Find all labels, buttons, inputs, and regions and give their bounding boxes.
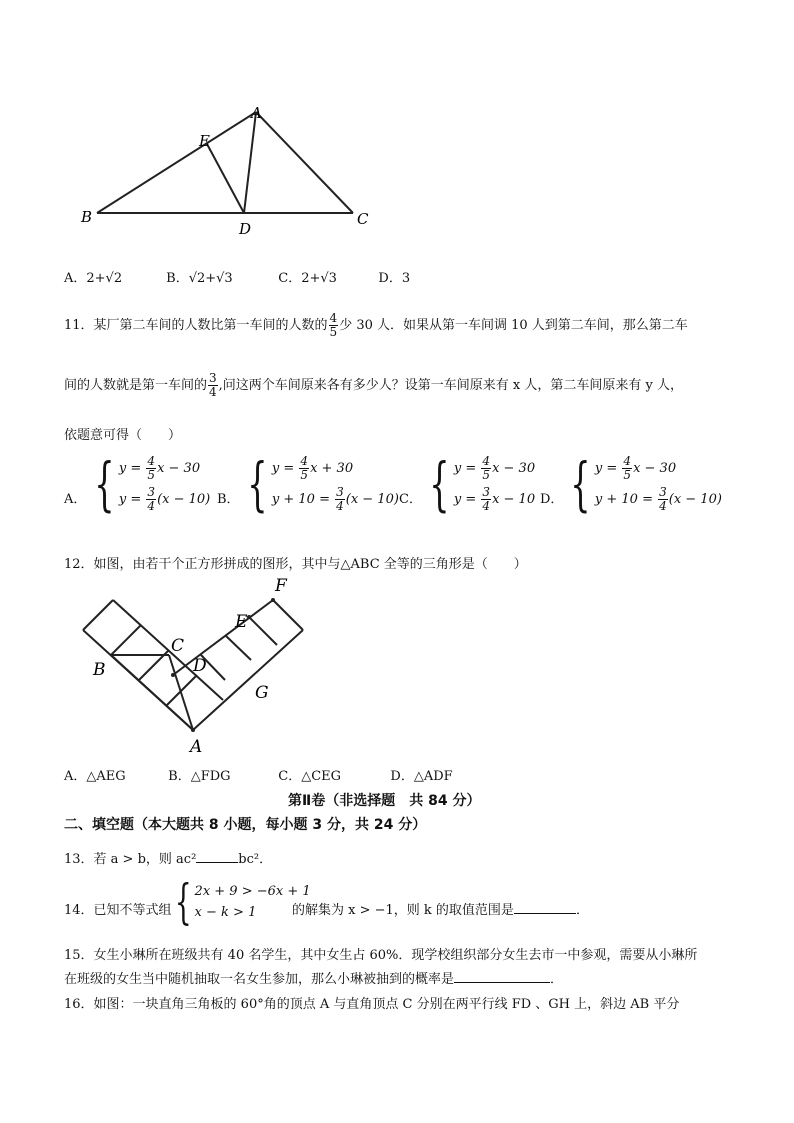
q12-option-a: A．△AEG [64, 769, 126, 784]
q15-end: ． [550, 972, 564, 987]
q14-suffix [292, 899, 589, 918]
q12-option-b: B．△FDG [168, 769, 231, 784]
q11-option-b-system: { y = $\frac{4}{5}$ x + 30 y + 10 = $\frac{3}{4}$ (x − 10) [247, 450, 399, 518]
q13-suffix: bc²． [238, 852, 273, 867]
section2-heading: 二、填空题（本大题共 8 小题，每小题 3 分，共 24 分） [64, 817, 427, 833]
q14-system: { 2x + 9 > −6x + 1 x − k > 1 [174, 874, 311, 930]
label-F: F [275, 576, 287, 596]
q12-question: 12．如图，由若干个正方形拼成的图形，其中与△ABC 全等的三角形是（ ） [64, 557, 527, 572]
q11-option-a-label: A． [64, 492, 87, 507]
label-B: B [81, 208, 93, 226]
q11-text-b: 少 30 人．如果从第一车间调 10 人到第二车间，那么第二车 [339, 318, 688, 333]
q11-option-b-label: B． [217, 492, 240, 507]
q16-line1: 16．如图：一块直角三角板的 60°角的顶点 A 与直角顶点 C 分别在两平行线 FD 、GH 上，斜边 AB 平分 [64, 997, 680, 1012]
q11-option-c-label: C． [399, 492, 422, 507]
q13 [64, 848, 272, 867]
label-D: D [239, 220, 252, 238]
q11-fraction-4-5: $\frac{4}{5}$ [329, 311, 338, 339]
label-A: A [251, 104, 262, 122]
q13-answer-blank[interactable] [196, 850, 238, 863]
q15-line1: 15．女生小琳所在班级共有 40 名学生，其中女生占 60%．现学校组织部分女生去市一中参观，需要从小琳所 [64, 948, 698, 963]
q11-line1 [64, 312, 688, 339]
q14-end: ． [575, 903, 589, 918]
label-C: C [171, 636, 185, 656]
q15-answer-blank[interactable] [454, 970, 550, 983]
q13-text: 13．若 a > b，则 ac² [64, 852, 197, 867]
q12-option-c: C．△CEG [278, 769, 342, 784]
q11-option-a-system: { y = $\frac{4}{5}$ x − 30 y = $\frac{3}{4}$ (x − 10) [94, 450, 211, 518]
q11-text-c: 间的人数就是第一车间的 [64, 378, 208, 393]
q12-option-d: D．△ADF [390, 769, 453, 784]
q14-suffix-text: 的解集为 x > −1，则 k 的取值范围是 [292, 903, 514, 918]
part2-title: 第Ⅱ卷（非选择题 共 84 分） [288, 793, 481, 809]
triangle-figure-q10 [75, 100, 375, 240]
q11-option-d-system: { y = $\frac{4}{5}$ x − 30 y + 10 = $\frac{3}{4}$ (x − 10) [570, 450, 722, 518]
q11-fraction-3-4: $\frac{3}{4}$ [209, 371, 217, 399]
q10-option-d: D．3 [378, 271, 411, 286]
q14-eq1: 2x + 9 > −6x + 1 [194, 884, 311, 899]
label-B: B [93, 660, 106, 680]
q10-options [64, 267, 410, 286]
label-C: C [357, 210, 369, 228]
q10-option-c: C．2+√3 [278, 271, 337, 286]
q11-line3: 依题意可得（ ） [64, 428, 182, 443]
q11-text-a: 11．某厂第二车间的人数比第一车间的人数的 [64, 318, 328, 333]
label-E: E [235, 612, 248, 632]
q14-eq2: x − k > 1 [194, 905, 257, 920]
q11-option-d-label: D． [540, 492, 564, 507]
q15-line2-text: 在班级的女生当中随机抽取一名女生参加，那么小琳被抽到的概率是 [64, 972, 455, 987]
q11-option-c-system: { y = $\frac{4}{5}$ x − 30 y = $\frac{3}{4}$ x − 10 [429, 450, 536, 518]
q10-option-a: A．2+√2 [64, 271, 123, 286]
label-A: A [190, 737, 203, 757]
label-G: G [255, 683, 269, 703]
squares-figure-q12 [75, 575, 315, 760]
label-E: E [199, 132, 210, 150]
q10-option-b: B．√2+√3 [166, 271, 233, 286]
label-D: D [193, 656, 207, 676]
q11-line2 [64, 372, 683, 399]
q11-text-d: ,问这两个车间原来各有多少人？设第一车间原来有 x 人，第二车间原来有 y 人， [218, 378, 683, 393]
q12-options [64, 765, 453, 784]
q15-line2 [64, 968, 563, 987]
q14-prefix: 14．已知不等式组 [64, 903, 172, 918]
q14-answer-blank[interactable] [514, 901, 576, 914]
